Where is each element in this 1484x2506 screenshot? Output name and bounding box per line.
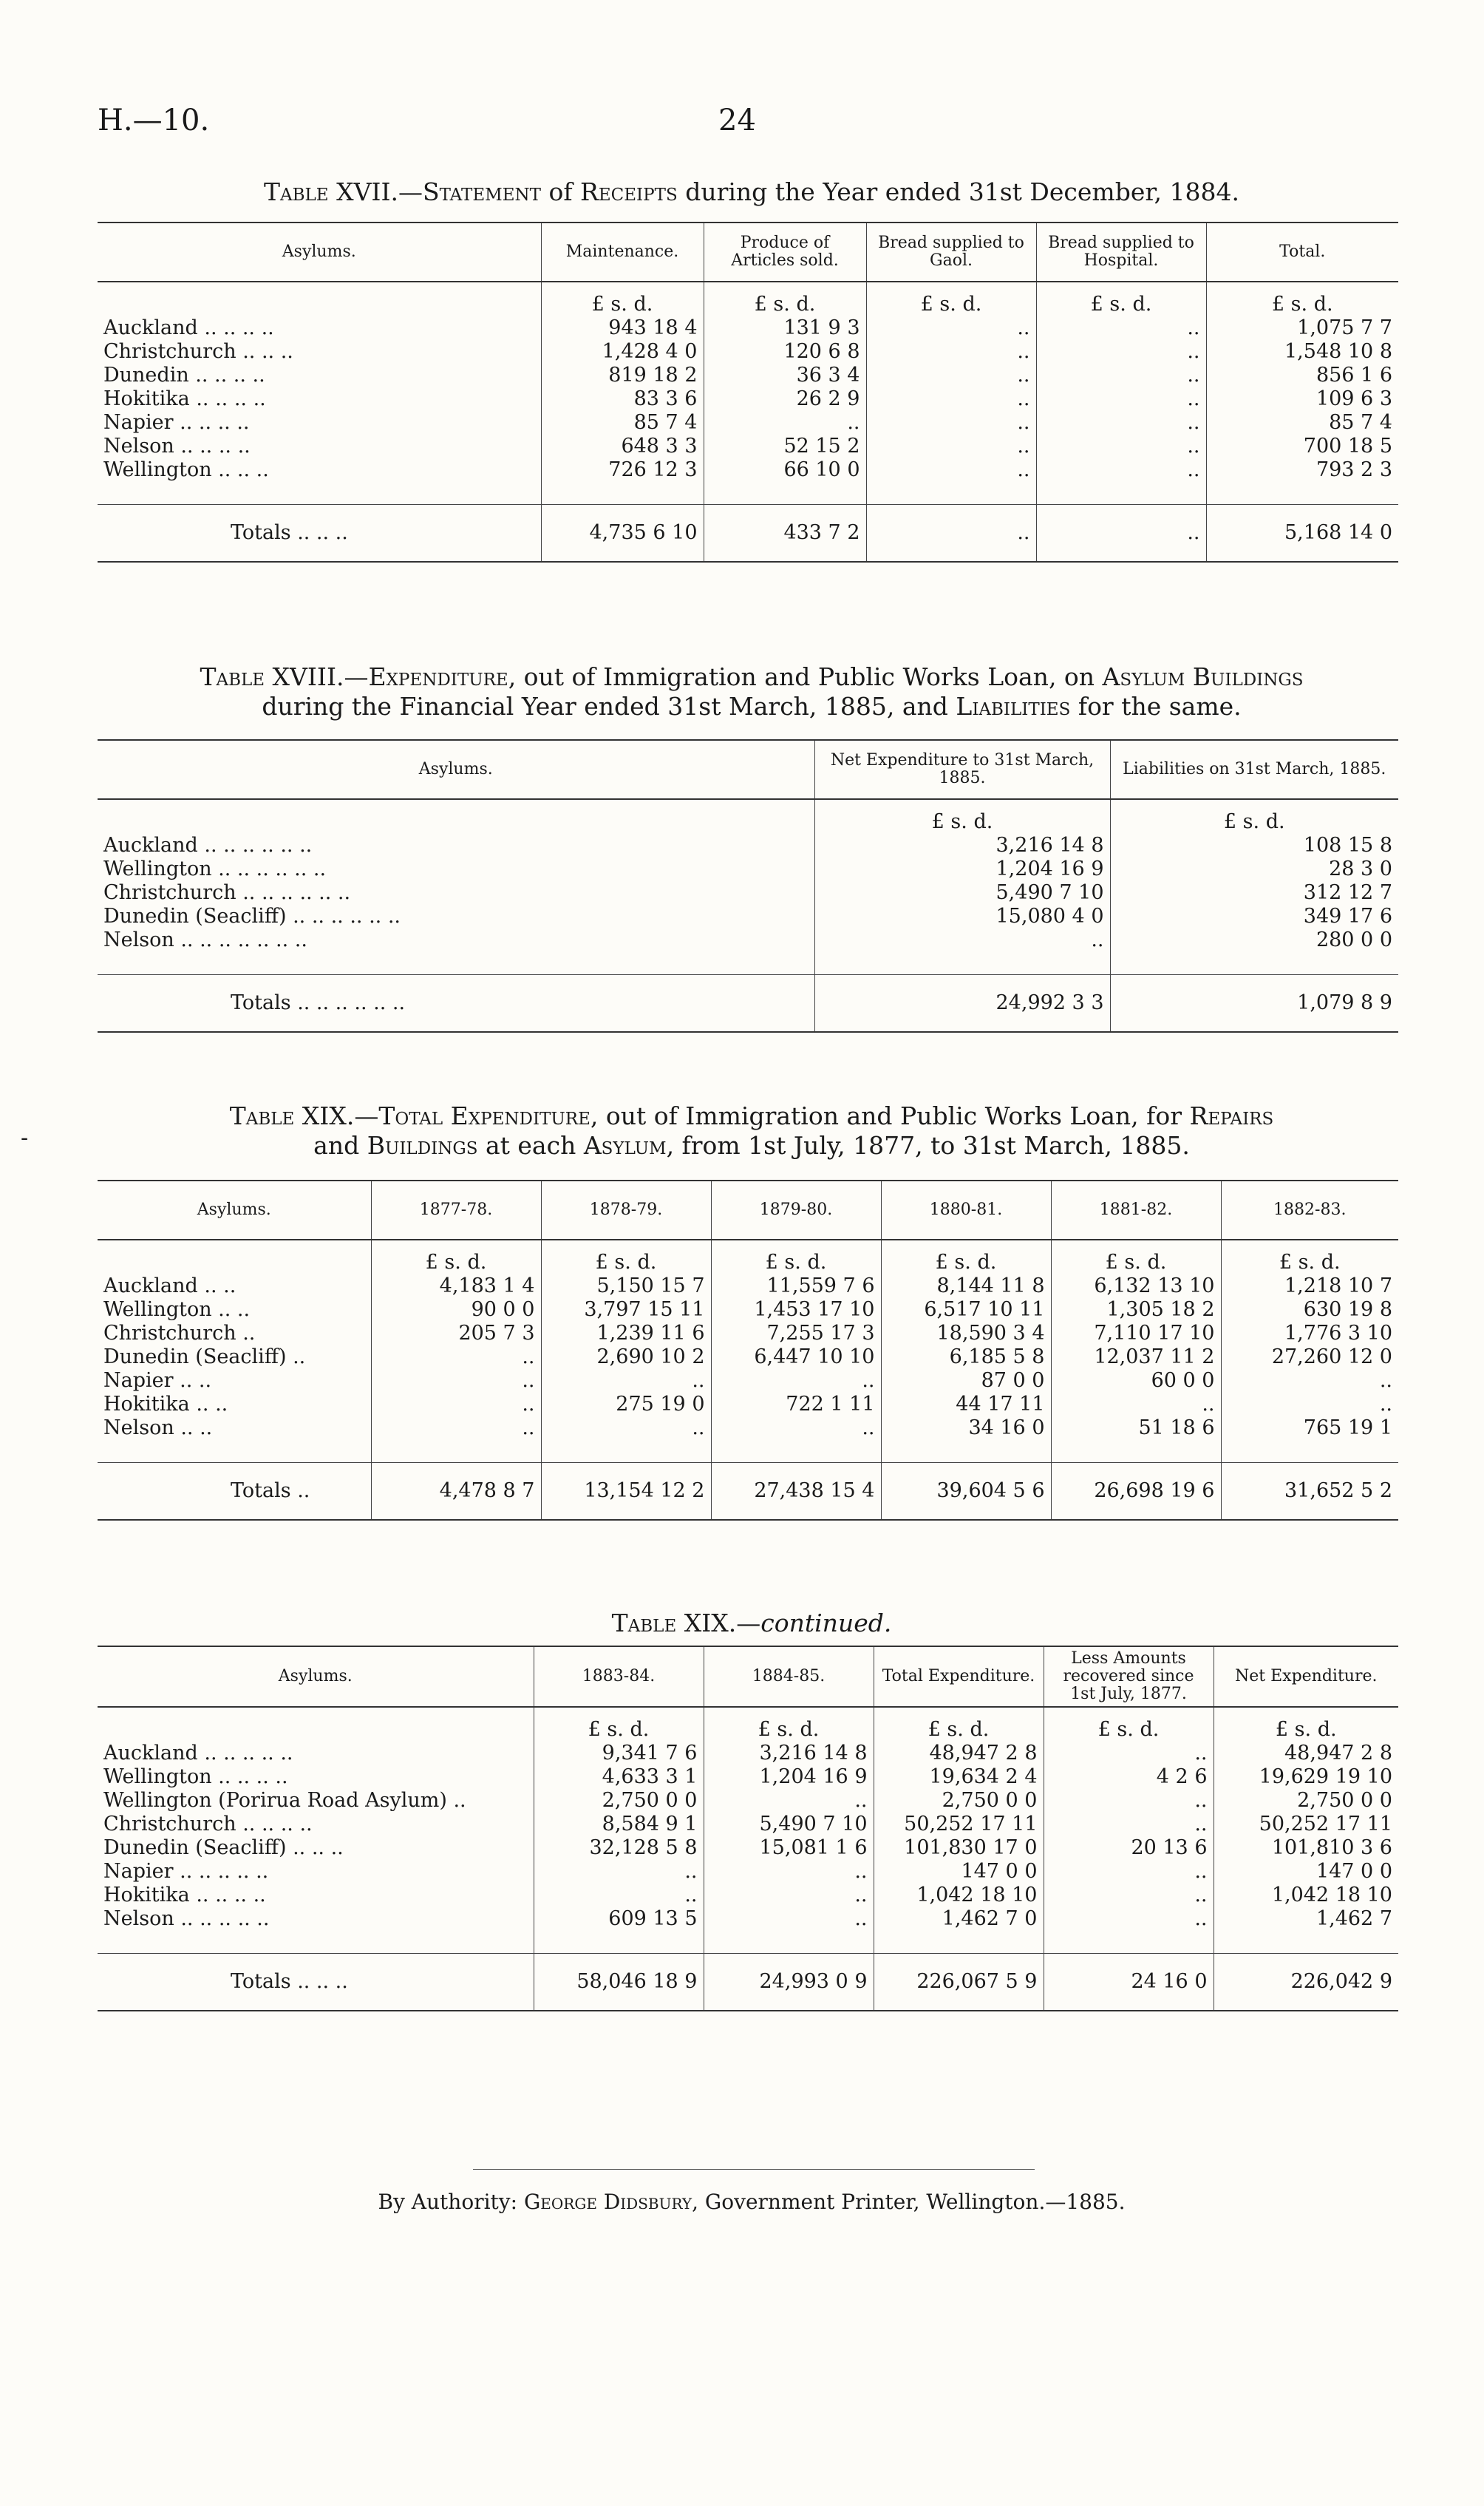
cell-value: 5,150 15 7 [541, 1274, 711, 1298]
cell-value: .. [814, 928, 1110, 952]
cell-value: 1,305 18 2 [1051, 1298, 1221, 1322]
blank-cell [98, 1931, 534, 1954]
cell-value: .. [1036, 387, 1206, 411]
printer-imprint: By Authority: George Didsbury, Government Printer, Wellington.—1885. [378, 2190, 1126, 2214]
table-row [98, 1836, 1398, 1860]
cell-value: £ s. d. [371, 1240, 541, 1274]
table-row [98, 364, 1398, 387]
cell-value: .. [866, 458, 1036, 482]
units-row [98, 1707, 1398, 1742]
cell-value: 4,183 1 4 [371, 1274, 541, 1298]
cell-value: 433 7 2 [704, 505, 866, 563]
row-label: Totals .. .. .. [98, 1954, 534, 2011]
row-label: Wellington .. .. .. .. [103, 1765, 288, 1788]
row-label: Christchurch .. .. .. .. .. .. [103, 881, 351, 904]
blank-cell [98, 1440, 371, 1463]
row-label: Dunedin (Seacliff) .. .. .. .. .. .. [103, 905, 401, 928]
cell-value: 312 12 7 [1110, 881, 1398, 905]
cell-value: £ s. d. [866, 282, 1036, 316]
row-label: Totals .. .. .. [98, 505, 541, 563]
row-label: Auckland .. .. .. .. .. [103, 1742, 293, 1765]
cell-value: 1,042 18 10 [1214, 1884, 1398, 1907]
document-code: H.—10. [98, 103, 210, 137]
cell-value: 66 10 0 [704, 458, 866, 482]
table-row [98, 411, 1398, 435]
blank-cell [541, 1440, 711, 1463]
column-header: 1877-78. [371, 1181, 541, 1240]
column-header: Less Amounts recovered since 1st July, 1877. [1044, 1646, 1214, 1707]
cell-value: 349 17 6 [1110, 905, 1398, 928]
table19-continued [98, 1646, 1398, 2011]
cell-value: 26,698 19 6 [1051, 1463, 1221, 1521]
row-label: Dunedin (Seacliff) .. .. .. [103, 1836, 344, 1859]
units-row [98, 799, 1398, 834]
blank-cell [874, 1931, 1044, 1954]
cell-value: 5,168 14 0 [1206, 505, 1398, 563]
cell-value: .. [1044, 1813, 1214, 1836]
cell-value: .. [1044, 1884, 1214, 1907]
table-row [98, 1860, 1398, 1884]
cell-value: .. [541, 1369, 711, 1393]
table-row [98, 1369, 1398, 1393]
row-label: Auckland .. .. .. .. [103, 316, 274, 339]
units-row [98, 282, 1398, 316]
cell-value: 32,128 5 8 [534, 1836, 704, 1860]
cell-value: 819 18 2 [541, 364, 704, 387]
cell-value: 4 2 6 [1044, 1765, 1214, 1789]
spacer-row [98, 952, 1398, 975]
cell-value: 50,252 17 11 [874, 1813, 1044, 1836]
table-row [98, 1393, 1398, 1416]
table-row [98, 316, 1398, 340]
cell-value: .. [371, 1345, 541, 1369]
column-header: 1882-83. [1221, 1181, 1398, 1240]
table-row [98, 340, 1398, 364]
cell-value: 1,204 16 9 [814, 858, 1110, 881]
table18-header [98, 740, 1398, 799]
blank-cell [814, 952, 1110, 975]
blank-cell [881, 1440, 1051, 1463]
cell-value: 58,046 18 9 [534, 1954, 704, 2011]
row-label [98, 282, 541, 316]
cell-value: .. [1221, 1369, 1398, 1393]
table-row [98, 1765, 1398, 1789]
column-header: Asylums. [98, 740, 814, 799]
cell-value: 226,042 9 [1214, 1954, 1398, 2011]
row-label: Christchurch .. [103, 1322, 256, 1345]
cell-value: 48,947 2 8 [1214, 1742, 1398, 1765]
cell-value: .. [866, 505, 1036, 563]
cell-value: £ s. d. [541, 1240, 711, 1274]
cell-value: 85 7 4 [1206, 411, 1398, 435]
cell-value: 275 19 0 [541, 1393, 711, 1416]
cell-value: 4,735 6 10 [541, 505, 704, 563]
cell-value: .. [704, 1860, 874, 1884]
cell-value: 24,992 3 3 [814, 975, 1110, 1033]
column-header: Total. [1206, 223, 1398, 282]
cell-value: 8,584 9 1 [534, 1813, 704, 1836]
cell-value: 1,075 7 7 [1206, 316, 1398, 340]
blank-cell [371, 1440, 541, 1463]
column-header: 1879-80. [711, 1181, 881, 1240]
cell-value: £ s. d. [534, 1707, 704, 1742]
table-row [98, 1274, 1398, 1298]
table17 [98, 222, 1398, 563]
margin-mark: - [21, 1125, 29, 1151]
table-row [98, 1345, 1398, 1369]
cell-value: 205 7 3 [371, 1322, 541, 1345]
row-label: Dunedin .. .. .. .. [103, 364, 265, 387]
cell-value: 700 18 5 [1206, 435, 1398, 458]
cell-value: 5,490 7 10 [814, 881, 1110, 905]
cell-value: 2,750 0 0 [534, 1789, 704, 1813]
row-label: Auckland .. .. .. .. .. .. [103, 834, 313, 857]
table-row [98, 435, 1398, 458]
cell-value: 1,462 7 0 [874, 1907, 1044, 1931]
table-row [98, 1322, 1398, 1345]
cell-value: 19,634 2 4 [874, 1765, 1044, 1789]
column-header: 1883-84. [534, 1646, 704, 1707]
cell-value: 1,462 7 [1214, 1907, 1398, 1931]
column-header: Total Expenditure. [874, 1646, 1044, 1707]
cell-value: 13,154 12 2 [541, 1463, 711, 1521]
cell-value: .. [711, 1416, 881, 1440]
table19b-title: Table XIX.—continued. [611, 1609, 892, 1637]
cell-value: .. [866, 340, 1036, 364]
cell-value: 48,947 2 8 [874, 1742, 1044, 1765]
blank-cell [98, 482, 541, 505]
cell-value: £ s. d. [711, 1240, 881, 1274]
cell-value: 147 0 0 [1214, 1860, 1398, 1884]
cell-value: 26 2 9 [704, 387, 866, 411]
cell-value: 52 15 2 [704, 435, 866, 458]
cell-value: .. [866, 435, 1036, 458]
cell-value: 4,633 3 1 [534, 1765, 704, 1789]
cell-value: 39,604 5 6 [881, 1463, 1051, 1521]
cell-value: 15,080 4 0 [814, 905, 1110, 928]
table18-title: Table XVIII.—Expenditure, out of Immigration and Public Works Loan, on Asylum Buildings during the Financial Year ended 31st March, 1885, and Liabilities for the same. [200, 662, 1304, 721]
column-header: Net Expenditure to 31st March, 1885. [814, 740, 1110, 799]
row-label [98, 1707, 534, 1742]
cell-value: £ s. d. [881, 1240, 1051, 1274]
spacer-row [98, 1440, 1398, 1463]
page-header [98, 103, 1398, 148]
column-header: 1881-82. [1051, 1181, 1221, 1240]
table-row [98, 1298, 1398, 1322]
cell-value: 28 3 0 [1110, 858, 1398, 881]
cell-value: 131 9 3 [704, 316, 866, 340]
cell-value: .. [1036, 505, 1206, 563]
cell-value: 1,776 3 10 [1221, 1322, 1398, 1345]
column-header: Asylums. [98, 1646, 534, 1707]
table17-title: Table XVII.—Statement of Receipts during the Year ended 31st December, 1884. [264, 177, 1239, 206]
cell-value: 27,438 15 4 [711, 1463, 881, 1521]
cell-value: 44 17 11 [881, 1393, 1051, 1416]
cell-value: .. [866, 387, 1036, 411]
row-label [98, 1240, 371, 1274]
row-label: Hokitika .. .. .. .. [103, 1884, 266, 1906]
cell-value: 2,750 0 0 [874, 1789, 1044, 1813]
cell-value: 5,490 7 10 [704, 1813, 874, 1836]
row-label: Christchurch .. .. .. .. [103, 1813, 313, 1836]
cell-value: 101,810 3 6 [1214, 1836, 1398, 1860]
cell-value: £ s. d. [1036, 282, 1206, 316]
cell-value: .. [704, 1907, 874, 1931]
table-row [98, 858, 1398, 881]
row-label: Wellington .. .. [103, 1298, 251, 1321]
cell-value: .. [704, 1884, 874, 1907]
page-number: 24 [718, 103, 756, 137]
row-label: Wellington .. .. .. .. .. .. [103, 858, 327, 880]
cell-value: 60 0 0 [1051, 1369, 1221, 1393]
blank-cell [1110, 952, 1398, 975]
column-header: 1884-85. [704, 1646, 874, 1707]
cell-value: 3,216 14 8 [814, 834, 1110, 858]
column-header: Produce of Articles sold. [704, 223, 866, 282]
row-label: Nelson .. .. .. .. .. [103, 1907, 270, 1930]
spacer-row [98, 482, 1398, 505]
cell-value: .. [1051, 1393, 1221, 1416]
table19 [98, 1180, 1398, 1521]
blank-cell [1044, 1931, 1214, 1954]
blank-cell [1206, 482, 1398, 505]
cell-value: .. [866, 316, 1036, 340]
table-row [98, 834, 1398, 858]
cell-value: 1,548 10 8 [1206, 340, 1398, 364]
cell-value: .. [1044, 1907, 1214, 1931]
cell-value: .. [1036, 411, 1206, 435]
row-label: Napier .. .. [103, 1369, 212, 1392]
cell-value: .. [1036, 316, 1206, 340]
cell-value: .. [866, 411, 1036, 435]
cell-value: 15,081 1 6 [704, 1836, 874, 1860]
totals-row [98, 1463, 1398, 1521]
table-row [98, 387, 1398, 411]
cell-value: 2,750 0 0 [1214, 1789, 1398, 1813]
cell-value: 7,110 17 10 [1051, 1322, 1221, 1345]
cell-value: .. [704, 1789, 874, 1813]
row-label: Dunedin (Seacliff) .. [103, 1345, 306, 1368]
table19-title: Table XIX.—Total Expenditure, out of Immigration and Public Works Loan, for Repairs and Buildings at each Asylum, from 1st July, 1877, to 31st March, 1885. [229, 1101, 1274, 1160]
cell-value: 7,255 17 3 [711, 1322, 881, 1345]
row-label [98, 799, 814, 834]
cell-value: 1,042 18 10 [874, 1884, 1044, 1907]
column-header: Asylums. [98, 1181, 371, 1240]
cell-value: .. [1036, 364, 1206, 387]
cell-value: 9,341 7 6 [534, 1742, 704, 1765]
cell-value: 19,629 19 10 [1214, 1765, 1398, 1789]
cell-value: 87 0 0 [881, 1369, 1051, 1393]
table-row [98, 1416, 1398, 1440]
row-label: Totals .. .. .. .. .. .. [98, 975, 814, 1033]
table-row [98, 458, 1398, 482]
cell-value: 722 1 11 [711, 1393, 881, 1416]
blank-cell [704, 482, 866, 505]
cell-value: 101,830 17 0 [874, 1836, 1044, 1860]
cell-value: 18,590 3 4 [881, 1322, 1051, 1345]
table17-header [98, 223, 1398, 282]
cell-value: .. [1044, 1742, 1214, 1765]
row-label: Hokitika .. .. .. .. [103, 387, 266, 410]
cell-value: 630 19 8 [1221, 1298, 1398, 1322]
cell-value: £ s. d. [1044, 1707, 1214, 1742]
blank-cell [1051, 1440, 1221, 1463]
cell-value: 20 13 6 [1044, 1836, 1214, 1860]
row-label: Napier .. .. .. .. .. [103, 1860, 269, 1883]
cell-value: .. [534, 1860, 704, 1884]
cell-value: 2,690 10 2 [541, 1345, 711, 1369]
column-header: 1880-81. [881, 1181, 1051, 1240]
cell-value: 147 0 0 [874, 1860, 1044, 1884]
cell-value: 24,993 0 9 [704, 1954, 874, 2011]
table-row [98, 928, 1398, 952]
cell-value: 1,453 17 10 [711, 1298, 881, 1322]
row-label: Wellington .. .. .. [103, 458, 269, 481]
blank-cell [541, 482, 704, 505]
cell-value: 31,652 5 2 [1221, 1463, 1398, 1521]
cell-value: .. [1044, 1789, 1214, 1813]
row-label: Auckland .. .. [103, 1274, 236, 1297]
table-row [98, 881, 1398, 905]
cell-value: 83 3 6 [541, 387, 704, 411]
cell-value: 36 3 4 [704, 364, 866, 387]
spacer-row [98, 1931, 1398, 1954]
table19-header [98, 1181, 1398, 1240]
blank-cell [1036, 482, 1206, 505]
cell-value: .. [371, 1369, 541, 1393]
cell-value: .. [866, 364, 1036, 387]
cell-value: 120 6 8 [704, 340, 866, 364]
cell-value: 11,559 7 6 [711, 1274, 881, 1298]
blank-cell [98, 952, 814, 975]
cell-value: 51 18 6 [1051, 1416, 1221, 1440]
cell-value: £ s. d. [1051, 1240, 1221, 1274]
cell-value: 6,185 5 8 [881, 1345, 1051, 1369]
cell-value: 1,239 11 6 [541, 1322, 711, 1345]
blank-cell [534, 1931, 704, 1954]
table-row [98, 1789, 1398, 1813]
cell-value: £ s. d. [541, 282, 704, 316]
row-label: Nelson .. .. [103, 1416, 213, 1439]
cell-value: 6,517 10 11 [881, 1298, 1051, 1322]
column-header: Bread supplied to Hospital. [1036, 223, 1206, 282]
blank-cell [866, 482, 1036, 505]
cell-value: .. [1221, 1393, 1398, 1416]
row-label: Hokitika .. .. [103, 1393, 228, 1416]
cell-value: 85 7 4 [541, 411, 704, 435]
table-row [98, 905, 1398, 928]
cell-value: 8,144 11 8 [881, 1274, 1051, 1298]
blank-cell [1214, 1931, 1398, 1954]
table19b-header [98, 1646, 1398, 1707]
cell-value: .. [371, 1416, 541, 1440]
blank-cell [1221, 1440, 1398, 1463]
cell-value: 24 16 0 [1044, 1954, 1214, 2011]
cell-value: .. [704, 411, 866, 435]
cell-value: 3,216 14 8 [704, 1742, 874, 1765]
cell-value: £ s. d. [814, 799, 1110, 834]
table-row [98, 1813, 1398, 1836]
row-label: Nelson .. .. .. .. .. .. .. [103, 928, 307, 951]
column-header: Maintenance. [541, 223, 704, 282]
cell-value: £ s. d. [704, 1707, 874, 1742]
cell-value: 6,447 10 10 [711, 1345, 881, 1369]
column-header: Liabilities on 31st March, 1885. [1110, 740, 1398, 799]
table-row [98, 1907, 1398, 1931]
cell-value: .. [711, 1369, 881, 1393]
cell-value: 726 12 3 [541, 458, 704, 482]
cell-value: .. [1036, 435, 1206, 458]
footer-divider [473, 2169, 1035, 2170]
cell-value: 109 6 3 [1206, 387, 1398, 411]
cell-value: 6,132 13 10 [1051, 1274, 1221, 1298]
row-label: Christchurch .. .. .. [103, 340, 293, 363]
cell-value: 765 19 1 [1221, 1416, 1398, 1440]
row-label: Wellington (Porirua Road Asylum) .. [103, 1789, 466, 1812]
cell-value: £ s. d. [874, 1707, 1044, 1742]
cell-value: .. [541, 1416, 711, 1440]
cell-value: .. [1044, 1860, 1214, 1884]
cell-value: 793 2 3 [1206, 458, 1398, 482]
totals-row [98, 1954, 1398, 2011]
cell-value: 1,428 4 0 [541, 340, 704, 364]
cell-value: £ s. d. [1214, 1707, 1398, 1742]
cell-value: 943 18 4 [541, 316, 704, 340]
cell-value: £ s. d. [1110, 799, 1398, 834]
row-label: Napier .. .. .. .. [103, 411, 250, 434]
table-row [98, 1884, 1398, 1907]
cell-value: 280 0 0 [1110, 928, 1398, 952]
blank-cell [711, 1440, 881, 1463]
cell-value: 1,218 10 7 [1221, 1274, 1398, 1298]
cell-value: .. [371, 1393, 541, 1416]
cell-value: .. [534, 1884, 704, 1907]
cell-value: 3,797 15 11 [541, 1298, 711, 1322]
cell-value: 856 1 6 [1206, 364, 1398, 387]
column-header: Asylums. [98, 223, 541, 282]
cell-value: £ s. d. [1206, 282, 1398, 316]
cell-value: 34 16 0 [881, 1416, 1051, 1440]
blank-cell [704, 1931, 874, 1954]
cell-value: 226,067 5 9 [874, 1954, 1044, 2011]
cell-value: £ s. d. [704, 282, 866, 316]
column-header: 1878-79. [541, 1181, 711, 1240]
cell-value: 1,079 8 9 [1110, 975, 1398, 1033]
table-row [98, 1742, 1398, 1765]
cell-value: 90 0 0 [371, 1298, 541, 1322]
row-label: Nelson .. .. .. .. [103, 435, 251, 458]
cell-value: 648 3 3 [541, 435, 704, 458]
cell-value: 27,260 12 0 [1221, 1345, 1398, 1369]
cell-value: 108 15 8 [1110, 834, 1398, 858]
cell-value: 1,204 16 9 [704, 1765, 874, 1789]
cell-value: £ s. d. [1221, 1240, 1398, 1274]
totals-row [98, 975, 1398, 1033]
cell-value: 50,252 17 11 [1214, 1813, 1398, 1836]
cell-value: 4,478 8 7 [371, 1463, 541, 1521]
cell-value: .. [1036, 340, 1206, 364]
row-label: Totals .. [98, 1463, 371, 1521]
units-row [98, 1240, 1398, 1274]
cell-value: 609 13 5 [534, 1907, 704, 1931]
column-header: Net Expenditure. [1214, 1646, 1398, 1707]
column-header: Bread supplied to Gaol. [866, 223, 1036, 282]
totals-row [98, 505, 1398, 563]
cell-value: .. [1036, 458, 1206, 482]
table18 [98, 739, 1398, 1033]
cell-value: 12,037 11 2 [1051, 1345, 1221, 1369]
